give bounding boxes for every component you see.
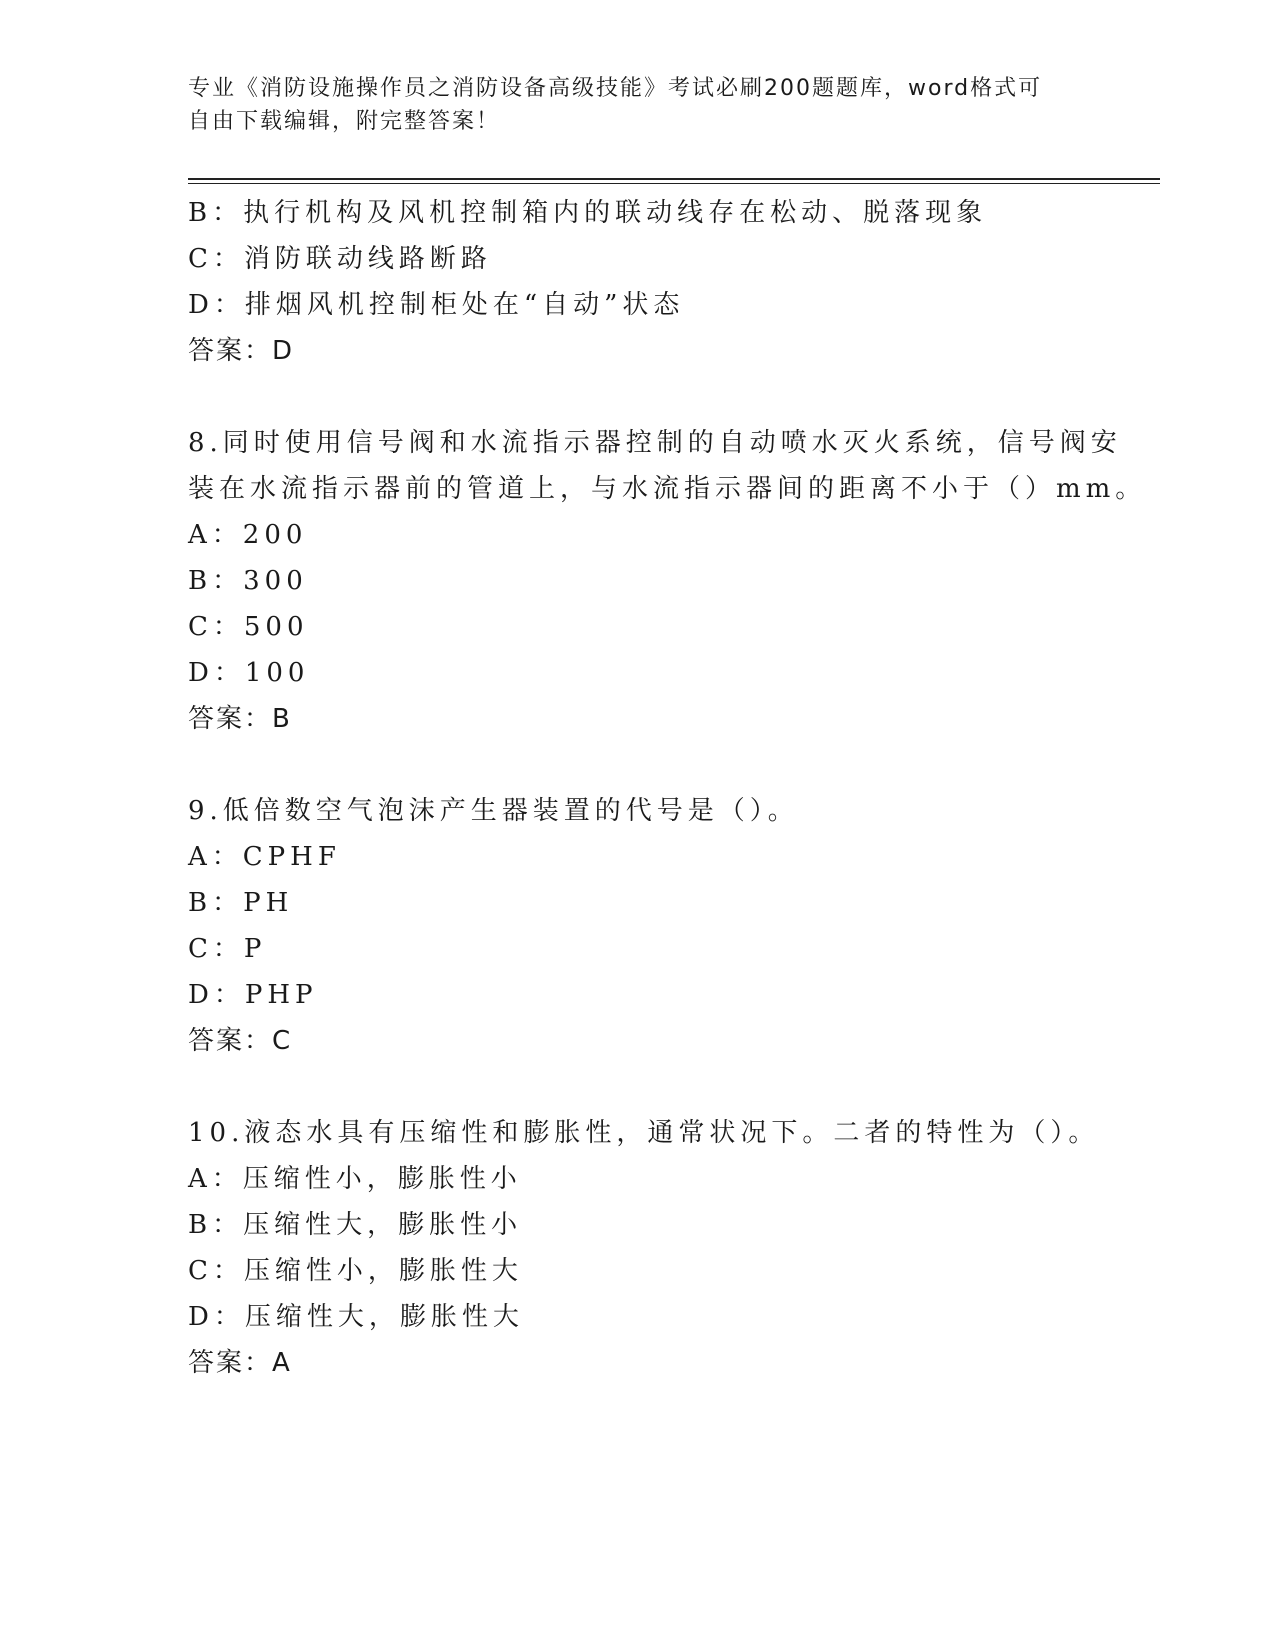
option-a: A：CPHF — [188, 842, 341, 872]
question-stem-line: 9.低倍数空气泡沫产生器装置的代号是（）。 — [188, 796, 799, 826]
question-stem-line: 10.液态水具有压缩性和膨胀性，通常状况下。二者的特性为（）。 — [188, 1118, 1100, 1148]
question-block-9 — [188, 788, 1088, 1064]
question-list — [188, 190, 1147, 1386]
answer-line: 答案：D — [188, 336, 295, 366]
header-divider-thick — [188, 178, 1160, 180]
document-header — [188, 72, 1088, 138]
option-d: D：压缩性大，膨胀性大 — [188, 1302, 524, 1332]
header-line-2: 自由下载编辑，附完整答案！ — [188, 109, 501, 134]
option-d: D：PHP — [188, 980, 318, 1010]
option-c: C：P — [188, 934, 267, 964]
option-b: B：300 — [188, 566, 308, 596]
option-c: C：压缩性小，膨胀性大 — [188, 1256, 523, 1286]
question-block-8 — [188, 420, 1147, 742]
answer-line: 答案：B — [188, 704, 292, 734]
header-divider-thin — [188, 183, 1160, 184]
answer-line: 答案：A — [188, 1348, 292, 1378]
option-a: A：200 — [188, 520, 308, 550]
option-b: B：PH — [188, 888, 294, 918]
question-block-7-continued — [188, 190, 1088, 374]
option-d: D：100 — [188, 658, 310, 688]
answer-line: 答案：C — [188, 1026, 293, 1056]
option-c: C：消防联动线路断路 — [188, 244, 492, 274]
option-b: B：执行机构及风机控制箱内的联动线存在松动、脱落现象 — [188, 198, 988, 228]
option-d: D：排烟风机控制柜处在“自动”状态 — [188, 290, 685, 320]
option-b: B：压缩性大，膨胀性小 — [188, 1210, 523, 1240]
header-line-1: 专业《消防设施操作员之消防设备高级技能》考试必刷200题题库，word格式可 — [188, 76, 1043, 101]
question-block-10 — [188, 1110, 1100, 1386]
option-a: A：压缩性小，膨胀性小 — [188, 1164, 522, 1194]
option-c: C：500 — [188, 612, 309, 642]
question-stem-line: 8.同时使用信号阀和水流指示器控制的自动喷水灭火系统，信号阀安 — [188, 428, 1122, 458]
question-stem-line: 装在水流指示器前的管道上，与水流指示器间的距离不小于（）mm。 — [188, 474, 1147, 504]
